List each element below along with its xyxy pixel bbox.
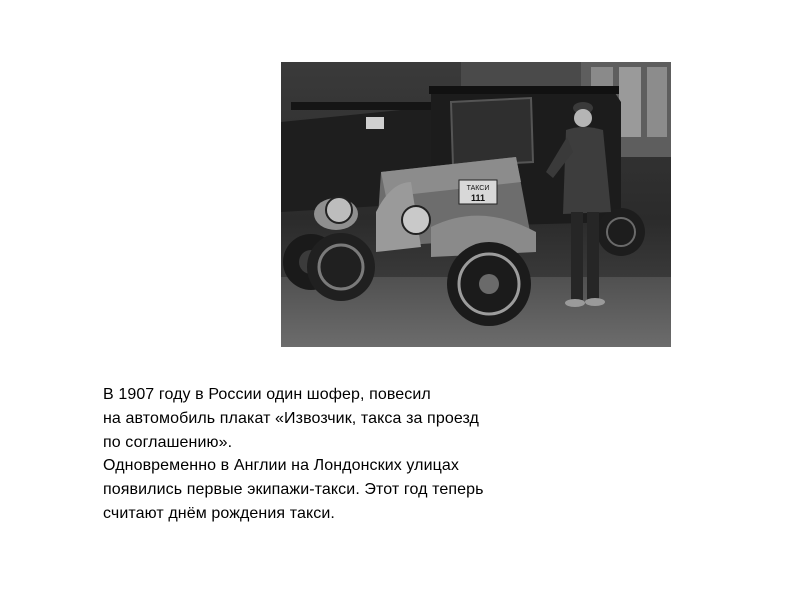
- driver-leg-right: [587, 212, 599, 300]
- historic-taxi-photo: [281, 62, 671, 347]
- caption-line: на автомобиль плакат «Извозчик, такса за проезд: [103, 409, 479, 427]
- taxi-roof: [429, 86, 619, 94]
- caption-line: считают днём рождения такси.: [103, 504, 335, 522]
- building-window: [619, 67, 641, 137]
- caption-text: [103, 383, 623, 526]
- taxi-rear-wheel: [597, 208, 645, 256]
- taxi-front-hub: [479, 274, 499, 294]
- driver-coat: [563, 127, 611, 214]
- second-car-sign: [366, 117, 384, 129]
- driver-boot-right: [585, 298, 605, 306]
- driver-boot-left: [565, 299, 585, 307]
- driver-leg-left: [571, 212, 583, 300]
- building-window: [647, 67, 667, 137]
- taxi-photo-illustration: [281, 62, 671, 347]
- caption-line: появились первые экипажи-такси. Этот год теперь: [103, 481, 484, 499]
- taxi-plate-text: ТАКСИ: [466, 185, 490, 192]
- caption-line: Одновременно в Англии на Лондонских улицах: [103, 457, 460, 475]
- taxi-headlight-left: [326, 197, 352, 223]
- caption-line: по соглашению».: [103, 433, 233, 451]
- driver-face: [574, 109, 592, 127]
- taxi-headlight-right: [402, 206, 430, 234]
- second-car-roof: [291, 102, 441, 110]
- taxi-left-wheel: [307, 233, 375, 301]
- caption-line: В 1907 году в России один шофер, повесил: [103, 386, 431, 403]
- taxi-plate-number: 111: [470, 193, 486, 203]
- taxi-windscreen: [451, 98, 533, 166]
